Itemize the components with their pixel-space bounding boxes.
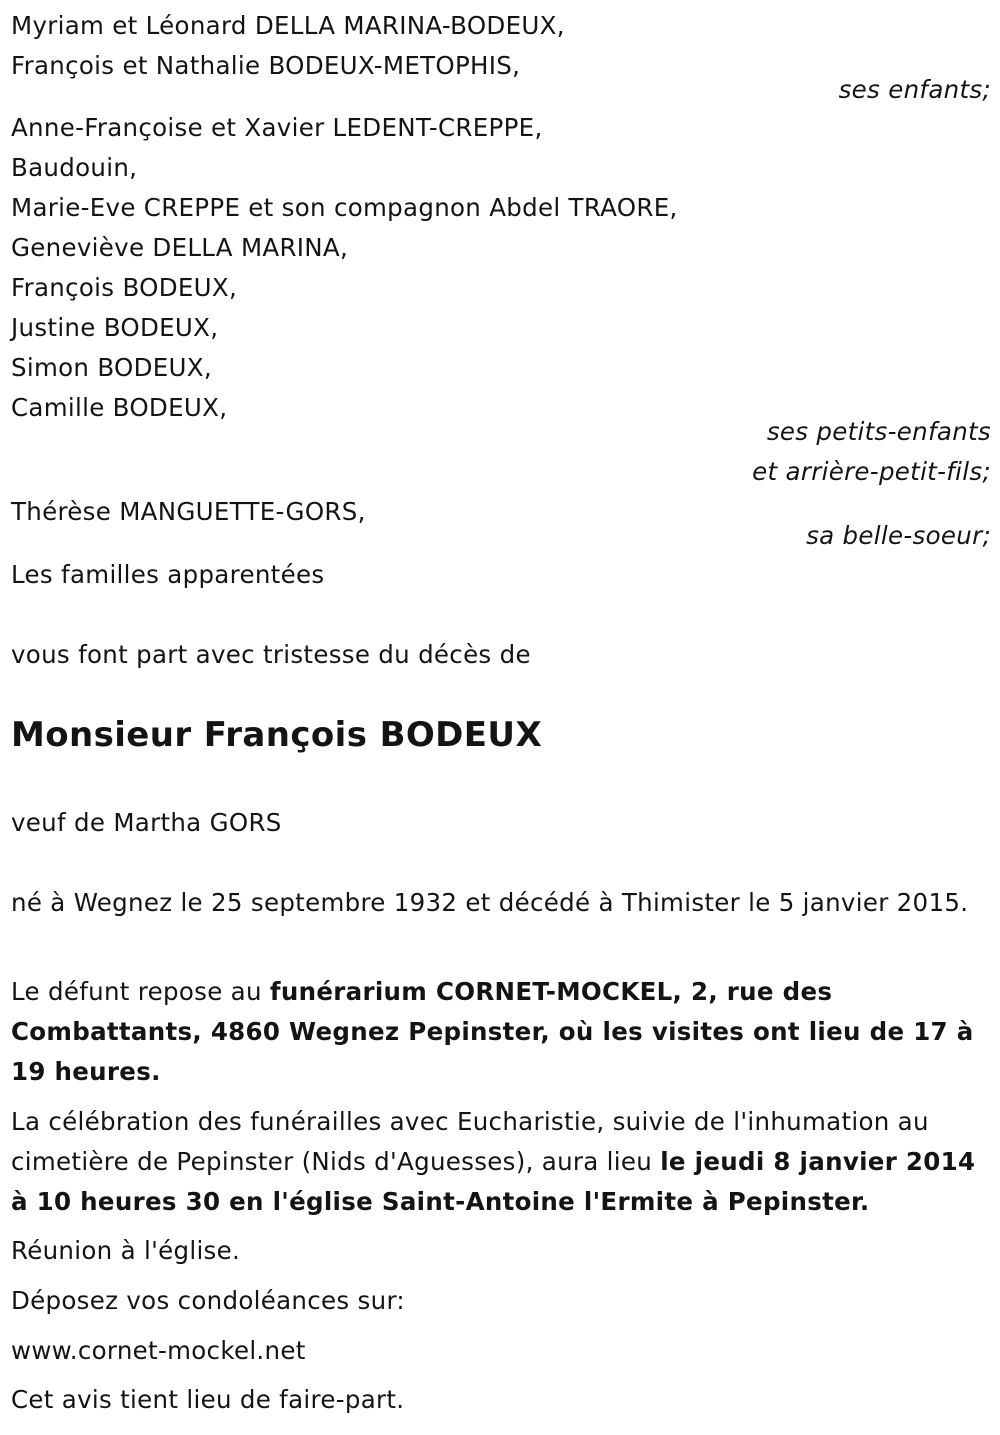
grandchildren-role-2: et arrière-petit-fils; xyxy=(752,457,991,486)
grandchildren-line-4: Geneviève DELLA MARINA, xyxy=(11,233,349,262)
notice-line: Cet avis tient lieu de faire-part. xyxy=(11,1385,405,1414)
sister-in-law: Thérèse MANGUETTE-GORS, xyxy=(11,497,366,526)
repose-intro: Le défunt repose au xyxy=(11,977,270,1006)
families-line: Les familles apparentées xyxy=(11,560,325,589)
reunion-line: Réunion à l'église. xyxy=(11,1236,241,1265)
repose-paragraph xyxy=(11,972,986,1092)
repose-details: funérarium CORNET-MOCKEL, 2, rue des Combattants, 4860 Wegnez Pepinster, où les visites ont lieu de 17 à 19 heures. xyxy=(11,977,974,1086)
children-line-1: Myriam et Léonard DELLA MARINA-BODEUX, xyxy=(11,11,565,40)
sister-in-law-role: sa belle-soeur; xyxy=(806,521,991,550)
ceremony-paragraph xyxy=(11,1102,986,1222)
children-line-2: François et Nathalie BODEUX-METOPHIS, xyxy=(11,51,521,80)
birth-death-paragraph: né à Wegnez le 25 septembre 1932 et décédé à Thimister le 5 janvier 2015. xyxy=(11,888,969,917)
grandchildren-line-3: Marie-Eve CREPPE et son compagnon Abdel TRAORE, xyxy=(11,193,678,222)
announcement-line: vous font part avec tristesse du décès de xyxy=(11,640,531,669)
grandchildren-line-1: Anne-Françoise et Xavier LEDENT-CREPPE, xyxy=(11,113,543,142)
website-link[interactable]: www.cornet-mockel.net xyxy=(11,1336,306,1365)
ceremony-intro: La célébration des funérailles avec Eucharistie, suivie de l'inhumation au cimetière de Pepinster (Nids d'Aguesses), aura lieu xyxy=(11,1107,929,1176)
grandchildren-line-5: François BODEUX, xyxy=(11,273,238,302)
children-role: ses enfants; xyxy=(838,75,991,104)
deceased-name: Monsieur François BODEUX xyxy=(11,715,543,755)
widower-line: veuf de Martha GORS xyxy=(11,808,282,837)
grandchildren-role-1: ses petits-enfants xyxy=(766,417,991,446)
grandchildren-line-7: Simon BODEUX, xyxy=(11,353,212,382)
grandchildren-line-2: Baudouin, xyxy=(11,153,138,182)
grandchildren-line-8: Camille BODEUX, xyxy=(11,393,228,422)
condolences-line: Déposez vos condoléances sur: xyxy=(11,1286,405,1315)
ceremony-details: le jeudi 8 janvier 2014 à 10 heures 30 en l'église Saint-Antoine l'Ermite à Pepinster. xyxy=(11,1147,976,1216)
grandchildren-line-6: Justine BODEUX, xyxy=(11,313,219,342)
